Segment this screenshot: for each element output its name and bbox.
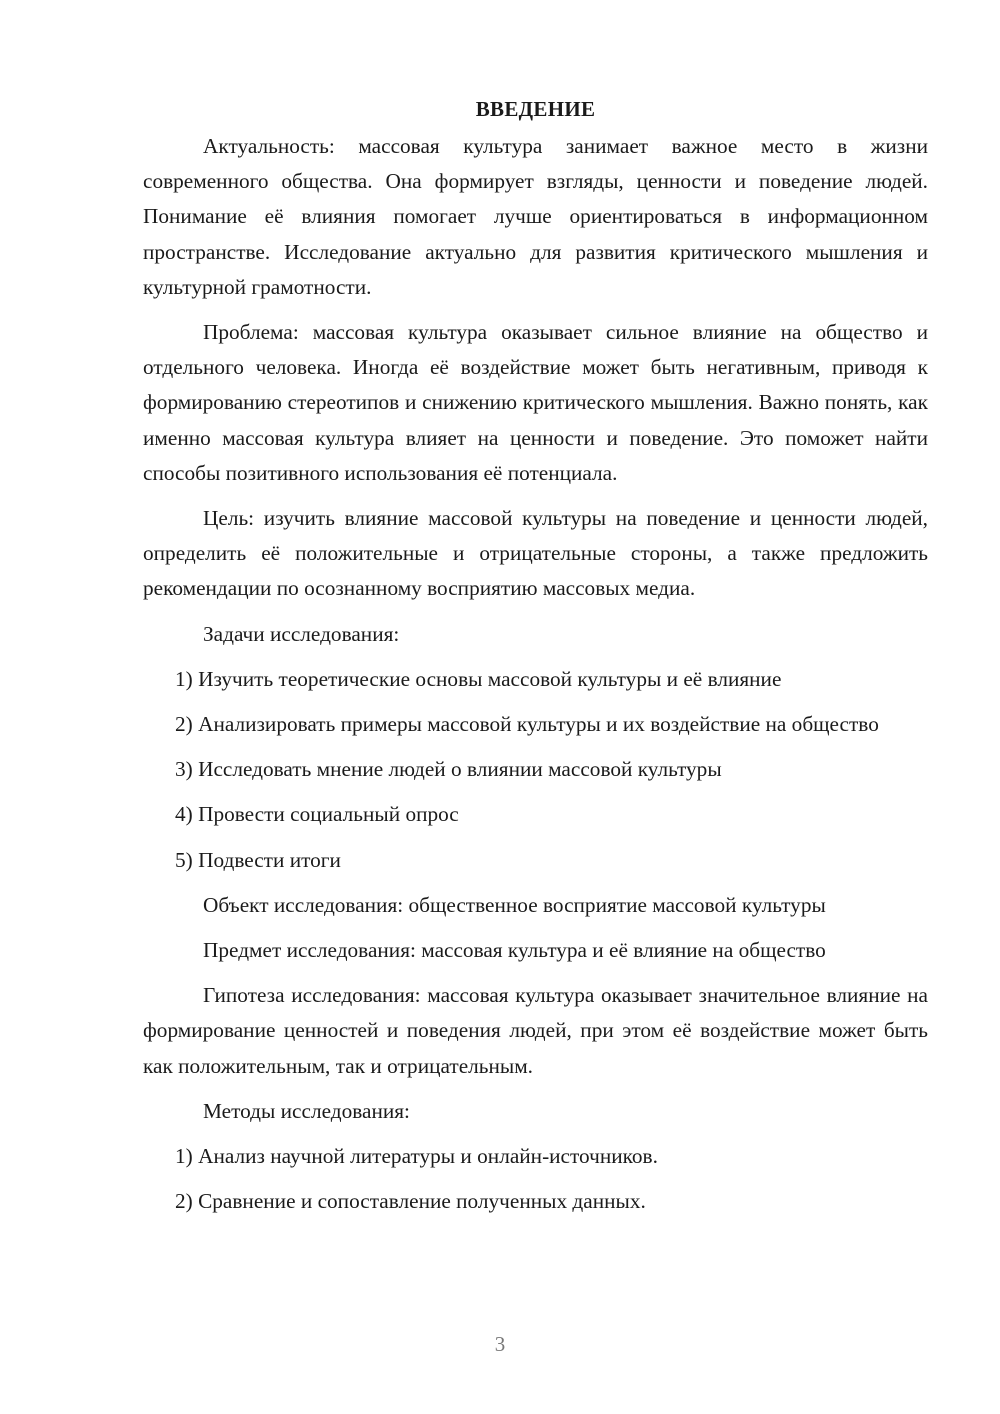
method-item: 2) Сравнение и сопоставление полученных данных.	[175, 1189, 646, 1214]
task-item: 4) Провести социальный опрос	[175, 802, 459, 827]
research-subject: Предмет исследования: массовая культура и её влияние на общество	[203, 938, 826, 963]
tasks-label: Задачи исследования:	[203, 621, 400, 646]
research-object: Объект исследования: общественное восприятие массовой культуры	[203, 892, 826, 917]
page-content	[143, 92, 928, 1229]
page-number: 3	[494, 1332, 506, 1356]
task-item: 5) Подвести итоги	[175, 847, 341, 872]
goal-paragraph: Цель: изучить влияние массовой культуры на поведение и ценности людей, определить её положительные и отрицательные стороны, а также предложить рекомендации по осознанному восприятию массовых медиа.	[143, 506, 928, 601]
task-item: 3) Исследовать мнение людей о влиянии массовой культуры	[175, 757, 722, 782]
section-heading: ВВЕДЕНИЕ	[475, 97, 596, 121]
methods-label: Методы исследования:	[203, 1098, 410, 1123]
method-item: 1) Анализ научной литературы и онлайн-источников.	[175, 1144, 658, 1169]
relevance-paragraph: Актуальность: массовая культура занимает важное место в жизни современного общества. Она формирует взгляды, ценности и поведение людей. Понимание её влияния помогает лучше ориентироваться в информационном пространстве. Исследование актуально для развития критического мышления и культурной грамотности.	[143, 134, 928, 299]
task-item: 1) Изучить теоретические основы массовой культуры и её влияние	[175, 666, 782, 691]
problem-paragraph: Проблема: массовая культура оказывает сильное влияние на общество и отдельного человека. Иногда её воздействие может быть негативным, приводя к формированию стереотипов и снижению критического мышления. Важно понять, как именно массовая культура влияет на ценности и поведение. Это поможет найти способы позитивного использования её потенциала.	[143, 320, 928, 485]
task-item: 2) Анализировать примеры массовой культуры и их воздействие на общество	[175, 712, 879, 737]
hypothesis-paragraph: Гипотеза исследования: массовая культура оказывает значительное влияние на формирование ценностей и поведения людей, при этом её воздействие может быть как положительным, так и отрицательным.	[143, 983, 928, 1078]
